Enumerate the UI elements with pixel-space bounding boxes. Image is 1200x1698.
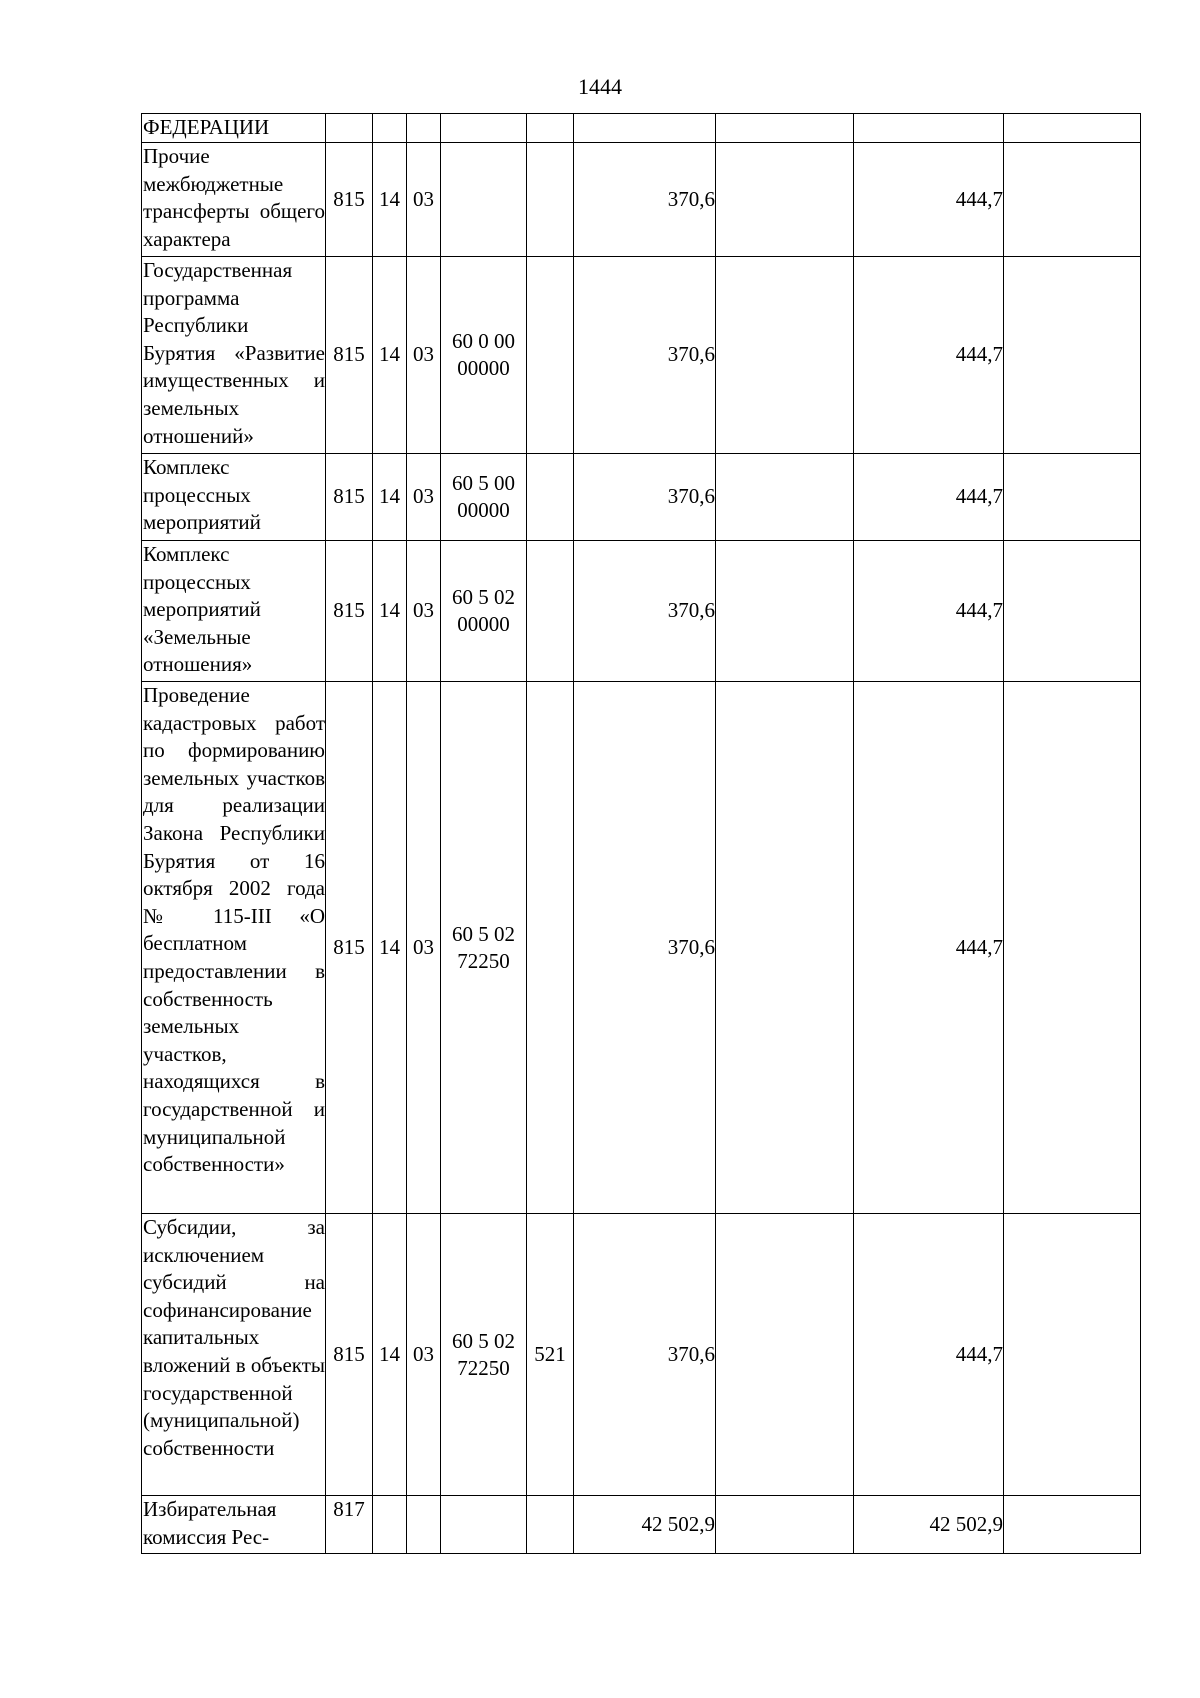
section-code-cell: 14 — [373, 257, 407, 454]
table-row — [142, 1496, 1141, 1554]
amount-1-cell — [574, 114, 716, 143]
table-row — [142, 682, 1141, 1214]
section-code-cell: 14 — [373, 143, 407, 257]
amount-4-cell — [1004, 1496, 1141, 1554]
ved-code-cell: 815 — [326, 454, 373, 541]
ved-code-cell: 815 — [326, 257, 373, 454]
amount-3-cell: 444,7 — [854, 1214, 1004, 1496]
subsection-code-cell: 03 — [407, 541, 441, 682]
section-code-cell: 14 — [373, 682, 407, 1214]
amount-4-cell — [1004, 682, 1141, 1214]
section-code-cell: 14 — [373, 1214, 407, 1496]
amount-1-cell: 370,6 — [574, 143, 716, 257]
row-name-cell: Государственная программа Республики Бурятия «Развитие имущественных и земельных отношений» — [142, 257, 326, 454]
ved-code-cell — [326, 114, 373, 143]
section-code-cell: 14 — [373, 454, 407, 541]
row-name-cell: Избирательная комиссия Рес- — [142, 1496, 326, 1554]
amount-3-cell: 444,7 — [854, 257, 1004, 454]
section-code-cell — [373, 1496, 407, 1554]
ved-code-cell: 815 — [326, 682, 373, 1214]
target-article-cell: 60 5 02 72250 — [441, 682, 527, 1214]
subsection-code-cell: 03 — [407, 143, 441, 257]
amount-4-cell — [1004, 454, 1141, 541]
amount-3-cell: 444,7 — [854, 143, 1004, 257]
subsection-code-cell: 03 — [407, 1214, 441, 1496]
amount-2-cell — [716, 257, 854, 454]
row-name-cell: Комплекс процессных мероприятий — [142, 454, 326, 541]
target-article-cell — [441, 143, 527, 257]
amount-2-cell — [716, 682, 854, 1214]
subsection-code-cell — [407, 1496, 441, 1554]
expense-type-cell — [527, 682, 574, 1214]
amount-2-cell — [716, 1214, 854, 1496]
subsection-code-cell: 03 — [407, 454, 441, 541]
expense-type-cell — [527, 454, 574, 541]
subsection-code-cell — [407, 114, 441, 143]
ved-code-cell: 815 — [326, 1214, 373, 1496]
target-article-cell: 60 5 00 00000 — [441, 454, 527, 541]
expense-type-cell — [527, 541, 574, 682]
amount-1-cell: 370,6 — [574, 1214, 716, 1496]
page-number: 1444 — [578, 74, 622, 99]
target-article-cell — [441, 1496, 527, 1554]
subsection-code-cell: 03 — [407, 682, 441, 1214]
amount-1-cell: 370,6 — [574, 454, 716, 541]
table-row — [142, 1214, 1141, 1496]
amount-2-cell — [716, 454, 854, 541]
amount-1-cell: 370,6 — [574, 257, 716, 454]
row-name-cell: Субсидии, за исключением субсидий на софинансирование капитальных вложений в объекты государственной (муниципальной) собственности — [142, 1214, 326, 1496]
table-row — [142, 114, 1141, 143]
amount-2-cell — [716, 1496, 854, 1554]
amount-2-cell — [716, 143, 854, 257]
amount-4-cell — [1004, 143, 1141, 257]
amount-3-cell — [854, 114, 1004, 143]
amount-3-cell: 42 502,9 — [854, 1496, 1004, 1554]
table-body — [142, 114, 1141, 1554]
row-name-cell: Прочие межбюджетные трансферты общего характера — [142, 143, 326, 257]
ved-code-cell: 815 — [326, 143, 373, 257]
subsection-code-cell: 03 — [407, 257, 441, 454]
expense-type-cell — [527, 1496, 574, 1554]
budget-table — [141, 113, 1141, 1554]
amount-3-cell: 444,7 — [854, 682, 1004, 1214]
table-row — [142, 541, 1141, 682]
amount-2-cell — [716, 114, 854, 143]
amount-3-cell: 444,7 — [854, 541, 1004, 682]
amount-4-cell — [1004, 114, 1141, 143]
target-article-cell — [441, 114, 527, 143]
ved-code-cell: 817 — [326, 1496, 373, 1554]
table-row — [142, 454, 1141, 541]
row-name-cell: Проведение кадастровых работ по формированию земельных участков для реализации Закона Республики Бурятия от 16 октября 2002 года № 115-III «О бесплатном предоставлении в собственность земельных участков, находящихся в государственной и муниципальной собственности» — [142, 682, 326, 1214]
table-row — [142, 143, 1141, 257]
amount-4-cell — [1004, 1214, 1141, 1496]
amount-3-cell: 444,7 — [854, 454, 1004, 541]
target-article-cell: 60 0 00 00000 — [441, 257, 527, 454]
amount-4-cell — [1004, 257, 1141, 454]
ved-code-cell: 815 — [326, 541, 373, 682]
row-name-cell: Комплекс процессных мероприятий «Земельные отношения» — [142, 541, 326, 682]
expense-type-cell — [527, 114, 574, 143]
amount-4-cell — [1004, 541, 1141, 682]
section-code-cell — [373, 114, 407, 143]
amount-1-cell: 42 502,9 — [574, 1496, 716, 1554]
target-article-cell: 60 5 02 00000 — [441, 541, 527, 682]
expense-type-cell — [527, 257, 574, 454]
amount-1-cell: 370,6 — [574, 682, 716, 1214]
expense-type-cell — [527, 143, 574, 257]
expense-type-cell: 521 — [527, 1214, 574, 1496]
section-code-cell: 14 — [373, 541, 407, 682]
target-article-cell: 60 5 02 72250 — [441, 1214, 527, 1496]
table-row — [142, 257, 1141, 454]
amount-2-cell — [716, 541, 854, 682]
amount-1-cell: 370,6 — [574, 541, 716, 682]
row-name-cell: ФЕДЕРАЦИИ — [142, 114, 326, 143]
